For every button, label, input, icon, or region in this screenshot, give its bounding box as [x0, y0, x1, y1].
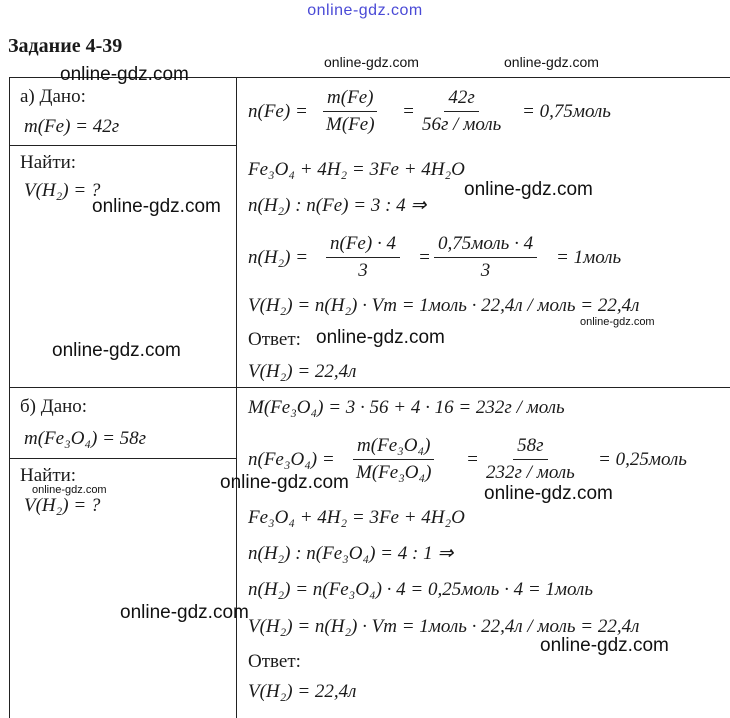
n-h2-calc-b: n(H₂) = n(Fe₃O₄) · 4 = 0,25моль · 4 = 1моль — [248, 579, 593, 600]
watermark: online-gdz.com — [120, 602, 249, 623]
find-value-b: V(H₂) = ? — [24, 495, 101, 516]
n-fe3o4-values-denominator: 232г / моль — [486, 462, 575, 483]
watermark: online-gdz.com — [220, 472, 349, 493]
divider-left-b — [10, 458, 236, 459]
n-fe3o4-values-fraction — [482, 435, 579, 484]
equals-sign: = — [402, 101, 415, 122]
volume-calc-a: V(H₂) = n(H₂) · Vm = 1моль · 22,4л / моль = 22,4л — [248, 295, 640, 316]
solution-table — [9, 77, 730, 718]
watermark: online-gdz.com — [540, 635, 669, 656]
n-h2-lhs: n(H₂) = — [248, 247, 309, 268]
find-label-a: Найти: — [20, 152, 77, 173]
volume-calc-b: V(H₂) = n(H₂) · Vm = 1моль · 22,4л / моль = 22,4л — [248, 616, 640, 637]
divider-left-a — [10, 145, 236, 146]
task-title: Задание 4-39 — [8, 35, 123, 57]
n-fe3o4-denominator: M(Fe₃O₄) — [356, 462, 432, 483]
answer-value-a: V(H₂) = 22,4л — [248, 361, 357, 382]
find-label-b: Найти: — [20, 465, 77, 486]
n-fe-values-fraction — [418, 87, 505, 136]
n-h2-numerator: n(Fe) · 4 — [326, 233, 400, 258]
mole-ratio-b: n(H₂) : n(Fe₃O₄) = 4 : 1 ⇒ — [248, 543, 454, 564]
n-fe3o4-values-numerator: 58г — [513, 435, 547, 460]
reaction-equation-a: Fe₃O₄ + 4H₂ = 3Fe + 4H₂O — [248, 159, 465, 180]
equals-sign: = — [466, 449, 479, 470]
n-fe3o4-result: = 0,25моль — [598, 449, 687, 470]
n-fe-values-denominator: 56г / моль — [422, 114, 502, 135]
equals-sign: = — [418, 247, 431, 268]
n-fe-result: = 0,75моль — [522, 101, 611, 122]
mole-ratio-a: n(H₂) : n(Fe) = 3 : 4 ⇒ — [248, 195, 427, 216]
answer-value-b: V(H₂) = 22,4л — [248, 681, 357, 702]
n-h2-fraction — [326, 233, 400, 282]
n-h2-denominator: 3 — [358, 260, 368, 281]
answer-label-b: Ответ: — [248, 651, 301, 672]
n-fe3o4-lhs: n(Fe₃O₄) = — [248, 449, 335, 470]
given-value-a: m(Fe) = 42г — [24, 116, 120, 137]
n-h2-values-numerator: 0,75моль · 4 — [434, 233, 537, 258]
watermark: online-gdz.com — [324, 54, 419, 70]
n-fe3o4-fraction — [352, 435, 435, 484]
site-header: online-gdz.com — [307, 2, 423, 19]
divider-part-b — [10, 387, 730, 388]
watermark: online-gdz.com — [52, 340, 181, 361]
n-fe-numerator: m(Fe) — [323, 87, 377, 112]
given-value-b: m(Fe₃O₄) = 58г — [24, 428, 147, 449]
molar-mass-b: M(Fe₃O₄) = 3 · 56 + 4 · 16 = 232г / моль — [248, 397, 565, 418]
n-fe-fraction — [322, 87, 379, 136]
n-h2-values-fraction — [434, 233, 537, 282]
find-value-a: V(H₂) = ? — [24, 180, 101, 201]
n-h2-values-denominator: 3 — [480, 260, 491, 281]
n-fe-lhs: n(Fe) = — [248, 101, 308, 122]
watermark: online-gdz.com — [32, 484, 107, 496]
watermark: online-gdz.com — [60, 64, 189, 85]
reaction-equation-b: Fe₃O₄ + 4H₂ = 3Fe + 4H₂O — [248, 507, 465, 528]
watermark: online-gdz.com — [484, 483, 613, 504]
watermark: online-gdz.com — [504, 54, 599, 70]
n-fe-values-numerator: 42г — [444, 87, 478, 112]
watermark: online-gdz.com — [464, 179, 593, 200]
given-label-a: а) Дано: — [20, 86, 86, 107]
given-label-b: б) Дано: — [20, 396, 88, 417]
n-fe-denominator: M(Fe) — [326, 114, 375, 135]
answer-label-a: Ответ: — [248, 329, 301, 350]
watermark: online-gdz.com — [92, 196, 221, 217]
watermark: online-gdz.com — [316, 327, 445, 348]
n-fe3o4-numerator: m(Fe₃O₄) — [353, 435, 434, 460]
watermark: online-gdz.com — [580, 316, 655, 328]
n-h2-result: = 1моль — [556, 247, 622, 268]
